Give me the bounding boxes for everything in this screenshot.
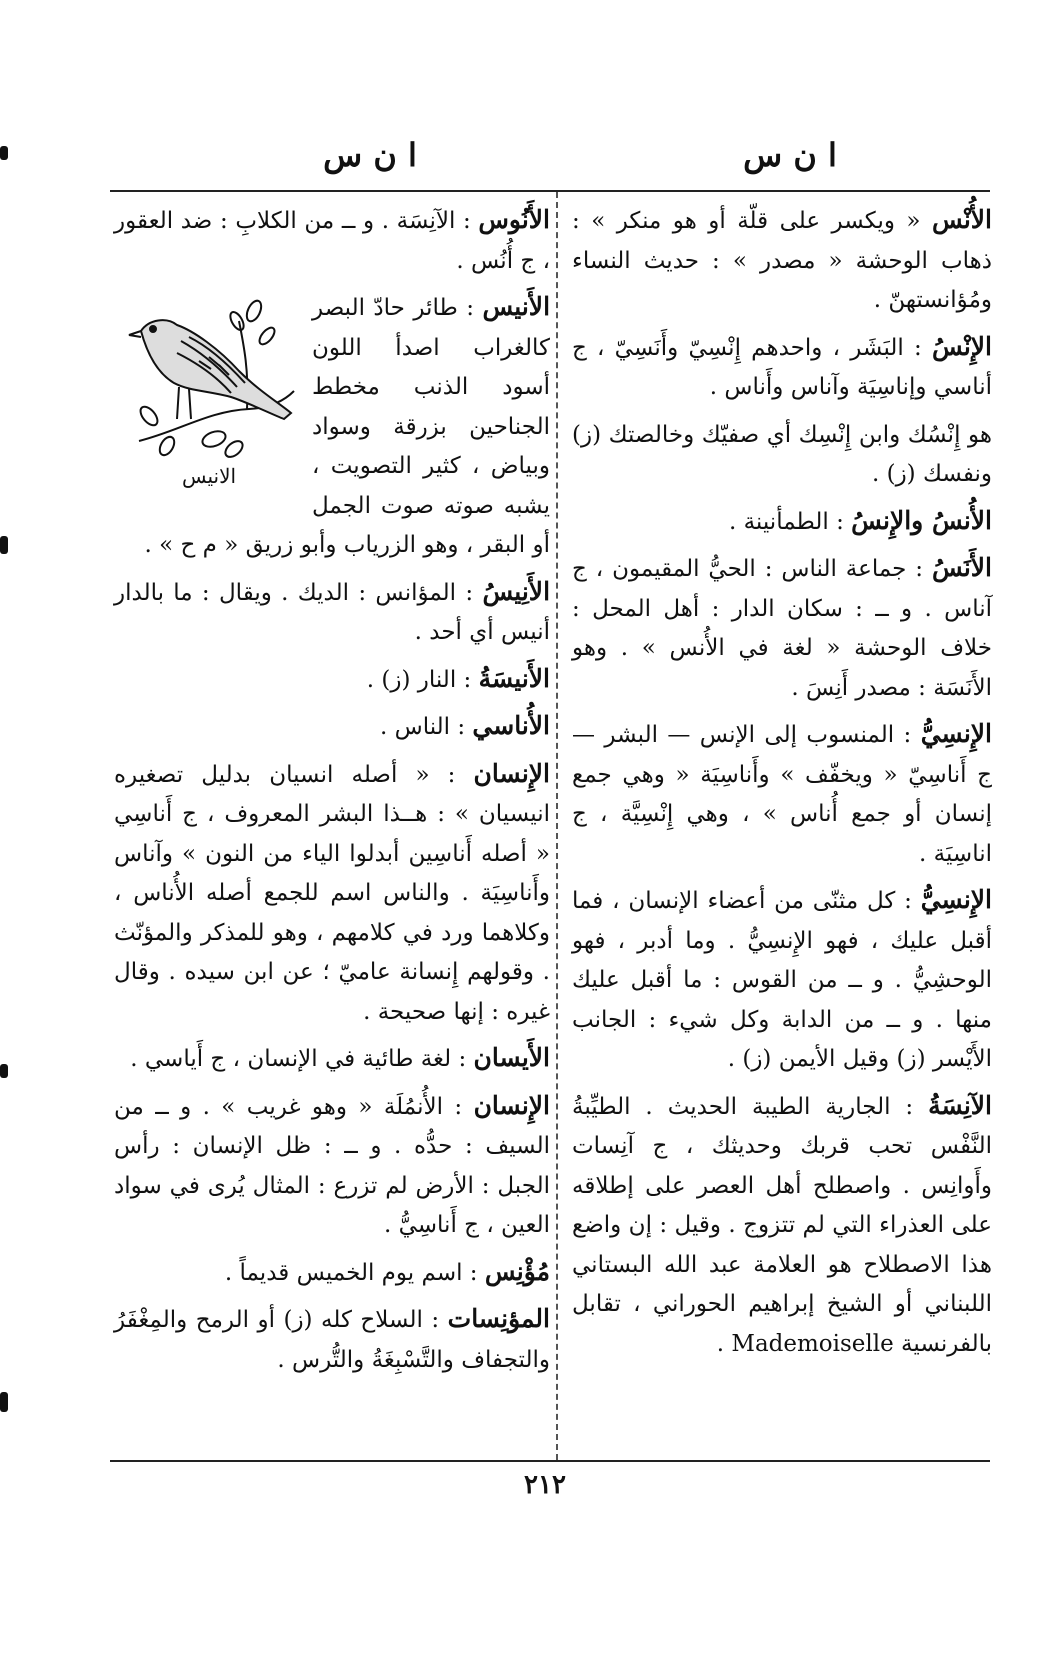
entry-definition: : كل مثنّى من أعضاء الإنسان ، فما أقبل عليك ، فهو الإِنسِيُّ . وما أدبر ، فهو الوحشِيُّ . و ــ من القوس : ما أقبل عليك منها . و ــ من الدابة وكل شيء : الجانب الأَيْسر (ز) وقيل الأيمن (ز) . (572, 888, 992, 1072)
entry (572, 714, 992, 874)
entry-headword: الإِنسِيُّ (920, 719, 992, 748)
entry-headword: الأَنيس (482, 292, 551, 321)
entry-definition: « ويكسر على قلّة أو هو منكر » : ذهاب الوحشة « مصدر » : حديث النساء ومُؤانستهنّ . (572, 208, 992, 313)
entry (572, 1086, 992, 1365)
entry-headword: الإِنْسُ (931, 331, 992, 361)
page-number: ٢١٢ (524, 1470, 566, 1500)
entry (114, 706, 550, 748)
top-rule (110, 190, 990, 192)
left-column (114, 200, 550, 1386)
entry (114, 1038, 550, 1080)
entry-definition: : الناس . (380, 714, 466, 740)
entry-headword: الأَنِيسُ (482, 576, 551, 606)
entry-headword: المؤنِسات (447, 1304, 550, 1333)
entry-definition: : السلاح كله (ز) أو الرمح والمِغْفَرُ والتجفاف والتَّسْبِغَةُ والتُّرس . (114, 1307, 550, 1373)
entry-headword: الأَنيسَةُ (478, 663, 550, 693)
entry-headword: الأُنسُ والإِنسُ (851, 505, 992, 535)
entry-definition: : الجارية الطيبة الحديث . الطيِّبةُ النَّفْس تحب قربك وحديثك ، ج آنِسات وأَوانِس . واصطلح أهل العصر على إطلاقه على العذراء التي لم تتزوج . وقيل : إن واضع هذا الاصطلاح هو العلامة عبد الله البستاني اللبناني أو الشيخ إبراهيم الحوراني ، تقابل بالفرنسية Mademoiselle . (572, 1093, 992, 1357)
right-header-root: ا ن س (743, 136, 837, 174)
bird-illustration-icon (119, 291, 299, 461)
entry (572, 501, 992, 543)
scan-edge-mark (0, 1392, 8, 1412)
entry-headword: الإِنسان (473, 758, 550, 788)
entry-definition: : البَشَر ، واحدهم إِنْسِيّ وأَنَسِيّ ، ج أناسي وإناسِيَة وآناس وأَناس . (572, 334, 992, 400)
entry (572, 548, 992, 708)
entry-definition: : طائر حادّ البصر كالغراب اصدأ اللون أسود الذنب مخطط الجناحين بزرقة وسواد وبياض ، كثير التصويت ، يشبه صوته صوت الجمل أو البقر ، وهو الزرياب وأبو زريق « م ح » . (144, 295, 550, 558)
entry (114, 659, 550, 701)
entry-headword: مُؤْنِس (484, 1256, 550, 1286)
right-column (572, 200, 992, 1370)
entry (114, 200, 550, 281)
entry-definition: : المنسوب إلى الإنس — البشر — ج أَناسِيّ « ويخفّف » وأَناسِيَة « وهي جمع إنسان أو جمع أُناس » ، وهي إِنْسِيَّة ، ج اناسِيَة . (572, 722, 992, 867)
entry (572, 200, 992, 321)
entry-definition: : النار (ز) . (366, 666, 472, 693)
bottom-rule (110, 1460, 990, 1462)
bird-caption: الانيس (181, 464, 237, 488)
entry (572, 327, 992, 408)
column-divider (556, 192, 558, 1460)
entry-headword: الأَيسان (473, 1043, 550, 1072)
bird-figure (114, 291, 304, 491)
entry (114, 572, 550, 653)
entry-headword: الإِنسان (473, 1090, 551, 1120)
entry (114, 1299, 550, 1380)
entry (572, 414, 992, 495)
entry-definition: : جماعة الناس : الحيُّ المقيمون ، ج آناس . و ــ : سكان الدار : أهل المحل : خلاف الوحشة « لغة في الأُنس » . وهو الأَنَسَة : مصدر أَنِسَ . (572, 556, 992, 701)
entry-headword: الإِنسِيُّ (920, 885, 992, 914)
entry (114, 754, 550, 1033)
entry-definition: هو إِنْسُك وابن إِنْسِك أي صفيّك وخالصتك (ز) ونفسك (ز) . (572, 421, 992, 487)
entry-definition: : المؤانس : الديك . ويقال : ما بالدار أنيس أي أحد . (114, 579, 550, 645)
entry-definition: : الآنِسَة . و ــ من الكلابِ : ضد العقور ، ج أُنُس . (114, 208, 550, 274)
scan-edge-mark (0, 536, 8, 554)
entry-headword: الأُنْس (931, 205, 992, 234)
entry-headword: الأُناسي (472, 711, 550, 740)
entry (114, 1086, 550, 1246)
entry-headword: الأَنُوس (478, 205, 550, 234)
scan-edge-mark (0, 146, 8, 160)
entry-definition: : الطمأنينة . (728, 508, 844, 535)
entry-definition: : الأُنمُلَة « وهو غريب » . و ــ من السيف : حدُّه . و ــ : ظل الإنسان : رأس الجبل : الأرض لم تزرع : المثال يُرى في سواد العين ، ج أَناسِيُّ . (114, 1093, 550, 1238)
entry (572, 880, 992, 1080)
entry-definition: : « أصله انسيان بدليل تصغيره انيسيان » : هــذا البشر المعروف ، ج أَناسِي « أصله أَناسِين أبدلوا الياء من النون » وآناس وأَناسِيَة . والناس اسم للجمع أصله الأُناس ، وكلاهما ورد في كلامهم ، وهو للمذكر والمؤنّث . وقولهم إِنسانة عاميّ ؛ عن ابن سيده . وقال غيره : إنها صحيحة . (114, 761, 550, 1025)
entry-headword: الآنِسَةُ (928, 1090, 992, 1120)
entry (114, 1252, 550, 1294)
left-header-root: ا ن س (323, 136, 417, 174)
scan-edge-mark (0, 1064, 8, 1078)
entry-headword: الأَنَسُ (931, 553, 993, 582)
entry-definition: : اسم يوم الخميس قديماً . (224, 1259, 478, 1286)
entry-definition: : لغة طائية في الإنسان ، ج أَياسي . (130, 1046, 467, 1072)
